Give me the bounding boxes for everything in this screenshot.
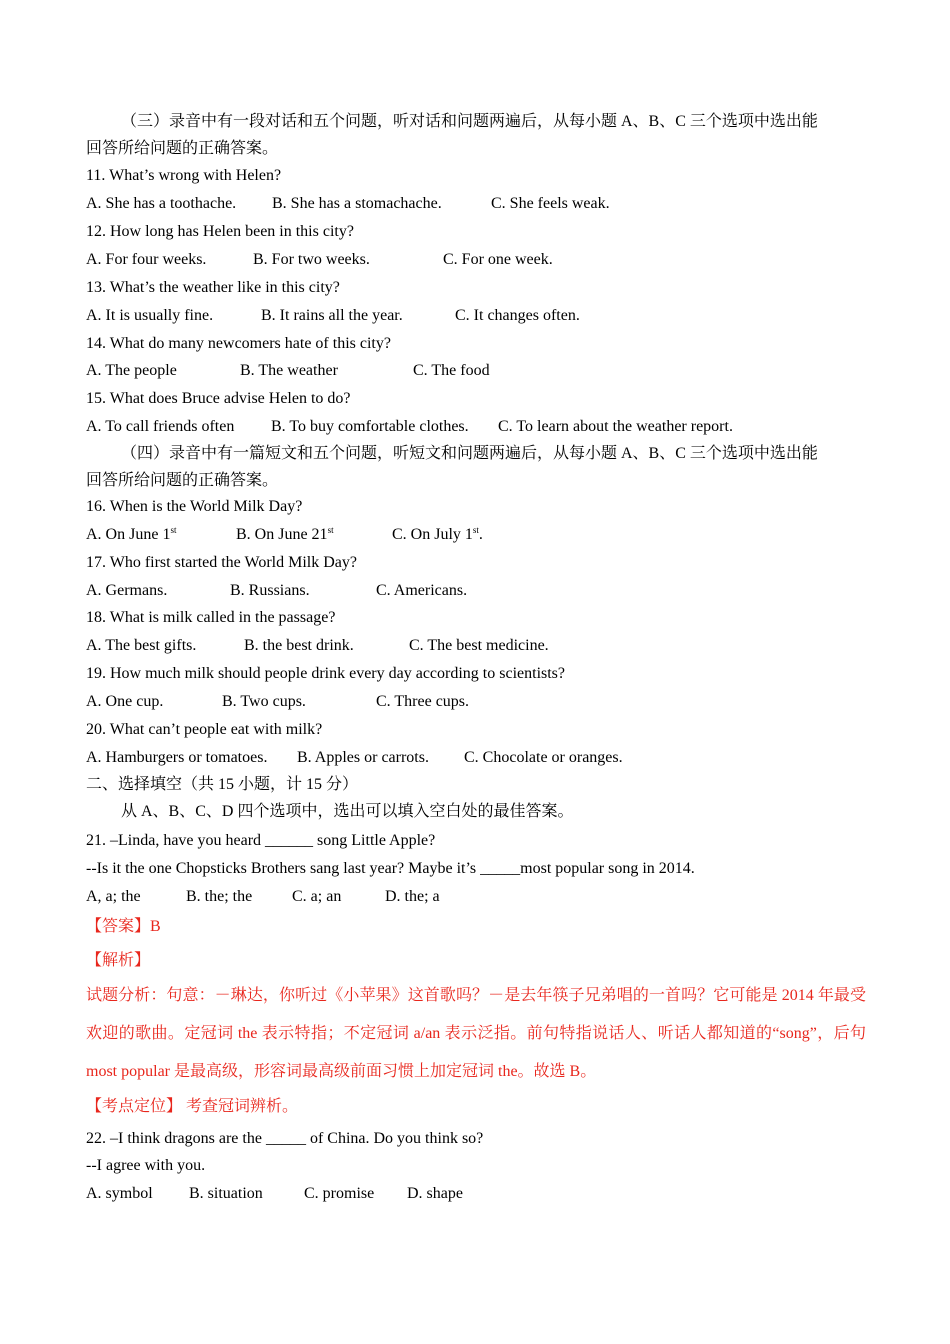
option-a: A. She has a toothache. (86, 195, 237, 212)
question-20: 20. What can’t people eat with milk? (86, 721, 323, 738)
option-c: C. The food (413, 362, 490, 379)
ordinal-suffix: st (170, 525, 177, 535)
option-c: C. She feels weak. (491, 195, 610, 212)
option-c: C. Americans. (376, 582, 468, 599)
answer-21: 【答案】B (86, 918, 161, 935)
part2-heading: 二、选择填空（共 15 小题，计 15 分） (86, 776, 359, 793)
key-point-21: 【考点定位】 考查冠词辨析。 (86, 1098, 299, 1115)
option-a: A. To call friends often (86, 418, 235, 435)
option-c: C. It changes often. (455, 307, 580, 324)
option-b: B. Two cups. (222, 693, 306, 710)
option-a: A. One cup. (86, 693, 164, 710)
section3-instruction-cont: 回答所给问题的正确答案。 (86, 140, 279, 157)
question-18: 18. What is milk called in the passage? (86, 609, 336, 626)
analysis-21: 试题分析：句意：－琳达，你听过《小苹果》这首歌吗？－是去年筷子兄弟唱的一首吗？它可能是 2014 年最受欢迎的歌曲。定冠词 the 表示特指；不定冠词 a/an 表示泛指。前句特指说话人、听话人都知道的“song”，后句 most popular 是最高级，形容词最高级前面习惯上加定冠词 the。故选 B。 (86, 987, 866, 1080)
question-12: 12. How long has Helen been in this city? (86, 223, 354, 240)
option-c: C. To learn about the weather report. (498, 418, 733, 435)
option-a: A. Germans. (86, 582, 168, 599)
option-b (236, 525, 334, 545)
option-c: C. promise (304, 1185, 375, 1202)
question-17: 17. Who first started the World Milk Day? (86, 554, 357, 571)
question-22-line2: --I agree with you. (86, 1157, 206, 1174)
options-22 (86, 1184, 463, 1304)
option-c: C. Three cups. (376, 693, 470, 710)
option-c: C. Chocolate or oranges. (464, 749, 623, 766)
option-b-text: B. On June 21 (236, 526, 328, 543)
question-21-line1: 21. –Linda, have you heard ______ song Little Apple? (86, 832, 436, 849)
question-15: 15. What does Bruce advise Helen to do? (86, 390, 351, 407)
question-14: 14. What do many newcomers hate of this city? (86, 335, 391, 352)
option-a (86, 525, 176, 545)
option-c: C. The best medicine. (409, 637, 549, 654)
option-a: A. It is usually fine. (86, 307, 214, 324)
option-d: D. the; a (385, 888, 440, 905)
option-b: B. To buy comfortable clothes. (271, 418, 469, 435)
option-c-end: . (478, 526, 483, 543)
question-13: 13. What’s the weather like in this city? (86, 279, 340, 296)
section3-instruction: （三）录音中有一段对话和五个问题，听对话和问题两遍后，从每小题 A、B、C 三个选项中选出能 (121, 113, 818, 130)
ordinal-suffix: st (472, 525, 479, 535)
section4-instruction: （四）录音中有一篇短文和五个问题，听短文和问题两遍后，从每小题 A、B、C 三个选项中选出能 (121, 445, 818, 462)
option-c (392, 525, 483, 545)
question-11: 11. What’s wrong with Helen? (86, 167, 282, 184)
option-b: B. the; the (186, 888, 253, 905)
question-16: 16. When is the World Milk Day? (86, 498, 303, 515)
option-b: B. situation (189, 1185, 263, 1202)
question-21-line2: --Is it the one Chopsticks Brothers sang last year? Maybe it’s _____most popular song in 2014. (86, 860, 695, 877)
option-a: A, a; the (86, 888, 141, 905)
option-c-text: C. On July 1 (392, 526, 473, 543)
section4-instruction-cont: 回答所给问题的正确答案。 (86, 472, 279, 489)
question-22-line1: 22. –I think dragons are the _____ of China. Do you think so? (86, 1130, 484, 1147)
option-b: B. Russians. (230, 582, 310, 599)
option-c: C. a; an (292, 888, 342, 905)
option-b: B. She has a stomachache. (272, 195, 442, 212)
option-a: A. Hamburgers or tomatoes. (86, 749, 268, 766)
option-b: B. the best drink. (244, 637, 354, 654)
ordinal-suffix: st (327, 525, 334, 535)
option-a: A. symbol (86, 1185, 153, 1202)
option-a-text: A. On June 1 (86, 526, 171, 543)
option-d: D. shape (407, 1185, 463, 1202)
option-a: A. The best gifts. (86, 637, 197, 654)
option-b: B. The weather (240, 362, 338, 379)
analysis-label: 【解析】 (86, 952, 151, 969)
part2-instruction: 从 A、B、C、D 四个选项中，选出可以填入空白处的最佳答案。 (121, 803, 574, 820)
option-b: B. For two weeks. (253, 251, 370, 268)
option-b: B. Apples or carrots. (297, 749, 429, 766)
option-c: C. For one week. (443, 251, 553, 268)
option-a: A. For four weeks. (86, 251, 207, 268)
option-a: A. The people (86, 362, 177, 379)
question-19: 19. How much milk should people drink every day according to scientists? (86, 665, 566, 682)
option-b: B. It rains all the year. (261, 307, 403, 324)
